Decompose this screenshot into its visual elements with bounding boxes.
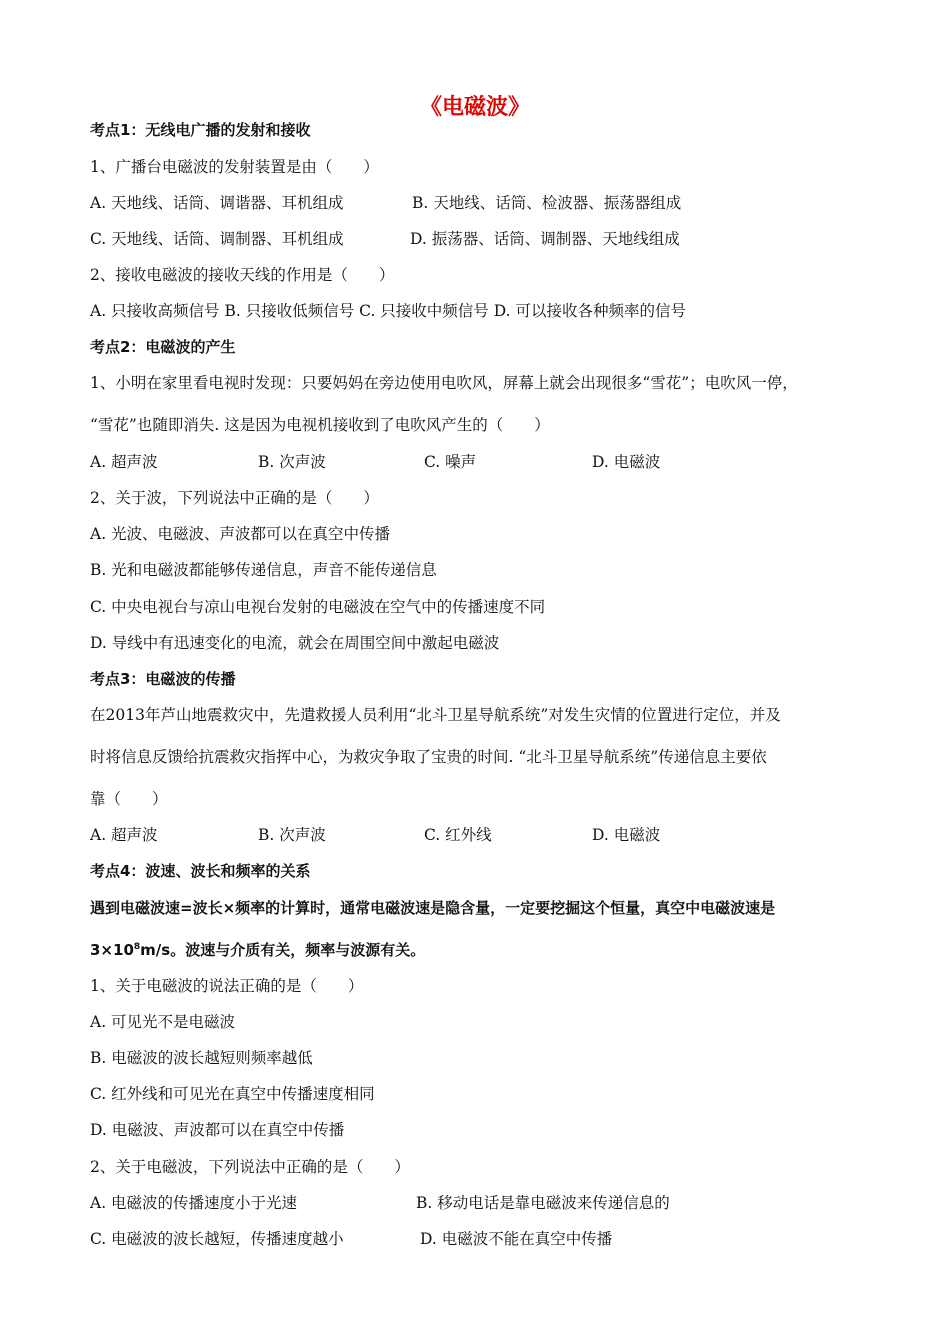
question-stem: 2、关于电磁波，下列说法中正确的是（ ）	[90, 1158, 410, 1176]
question-stem: 2、关于波，下列说法中正确的是（ ）	[90, 489, 379, 507]
option-c: C. 红外线	[424, 826, 492, 844]
option-c: C. 天地线、话筒、调制器、耳机组成	[90, 230, 344, 248]
option-b: B. 次声波	[258, 826, 326, 844]
section-heading-3: 考点3：电磁波的传播	[90, 670, 236, 688]
option-c: C. 噪声	[424, 453, 477, 471]
question-stem-continued: 时将信息反馈给抗震救灾指挥中心，为救灾争取了宝贵的时间. “北斗卫星导航系统”传递信息主要依	[90, 748, 767, 766]
section-heading-4: 考点4：波速、波长和频率的关系	[90, 862, 311, 880]
option-b: B. 天地线、话筒、检波器、振荡器组成	[412, 194, 682, 212]
option-b: B. 次声波	[258, 453, 326, 471]
option-d: D. 振荡器、话筒、调制器、天地线组成	[410, 230, 680, 248]
option-b: B. 光和电磁波都能够传递信息，声音不能传递信息	[90, 561, 437, 579]
question-stem: 2、接收电磁波的接收天线的作用是（ ）	[90, 266, 395, 284]
question-stem-continued: 靠（ ）	[90, 790, 168, 808]
question-stem: 1、小明在家里看电视时发现：只要妈妈在旁边使用电吹风，屏幕上就会出现很多“雪花”；电吹风一停，	[90, 374, 798, 392]
option-c: C. 红外线和可见光在真空中传播速度相同	[90, 1085, 375, 1103]
option-c: C. 中央电视台与凉山电视台发射的电磁波在空气中的传播速度不同	[90, 598, 546, 616]
option-a: A. 超声波	[90, 453, 158, 471]
option-d: D. 电磁波、声波都可以在真空中传播	[90, 1121, 345, 1139]
question-stem: 1、关于电磁波的说法正确的是（ ）	[90, 977, 364, 995]
page-title: 《电磁波》	[419, 95, 530, 120]
option-d: D. 电磁波	[592, 826, 661, 844]
question-stem: 在2013年芦山地震救灾中，先遣救援人员利用“北斗卫星导航系统”对发生灾情的位置进行定位，并及	[90, 706, 781, 724]
option-a: A. 电磁波的传播速度小于光速	[90, 1194, 298, 1212]
question-stem: 1、广播台电磁波的发射装置是由（ ）	[90, 158, 379, 176]
option-d: D. 电磁波不能在真空中传播	[420, 1230, 613, 1248]
option-a: A. 光波、电磁波、声波都可以在真空中传播	[90, 525, 391, 543]
option-a: A. 超声波	[90, 826, 158, 844]
options-line: A. 只接收高频信号 B. 只接收低频信号 C. 只接收中频信号 D. 可以接收各种频率的信号	[90, 302, 686, 320]
option-a: A. 天地线、话筒、调谐器、耳机组成	[90, 194, 344, 212]
option-c: C. 电磁波的波长越短，传播速度越小	[90, 1230, 344, 1248]
option-a: A. 可见光不是电磁波	[90, 1013, 236, 1031]
section-heading-1: 考点1：无线电广播的发射和接收	[90, 121, 311, 139]
key-note-continued: $3\times 10^8m/s$。波速与介质有关，频率与波源有关。	[90, 941, 426, 959]
section-heading-2: 考点2：电磁波的产生	[90, 338, 236, 356]
option-d: D. 导线中有迅速变化的电流，就会在周围空间中激起电磁波	[90, 634, 500, 652]
key-note: 遇到电磁波速=波长×频率的计算时，通常电磁波速是隐含量，一定要挖掘这个恒量，真空中电磁波速是	[90, 899, 776, 917]
option-b: B. 电磁波的波长越短则频率越低	[90, 1049, 313, 1067]
question-stem-continued: “雪花”也随即消失. 这是因为电视机接收到了电吹风产生的（ ）	[90, 416, 550, 434]
option-d: D. 电磁波	[592, 453, 661, 471]
option-b: B. 移动电话是靠电磁波来传递信息的	[416, 1194, 670, 1212]
